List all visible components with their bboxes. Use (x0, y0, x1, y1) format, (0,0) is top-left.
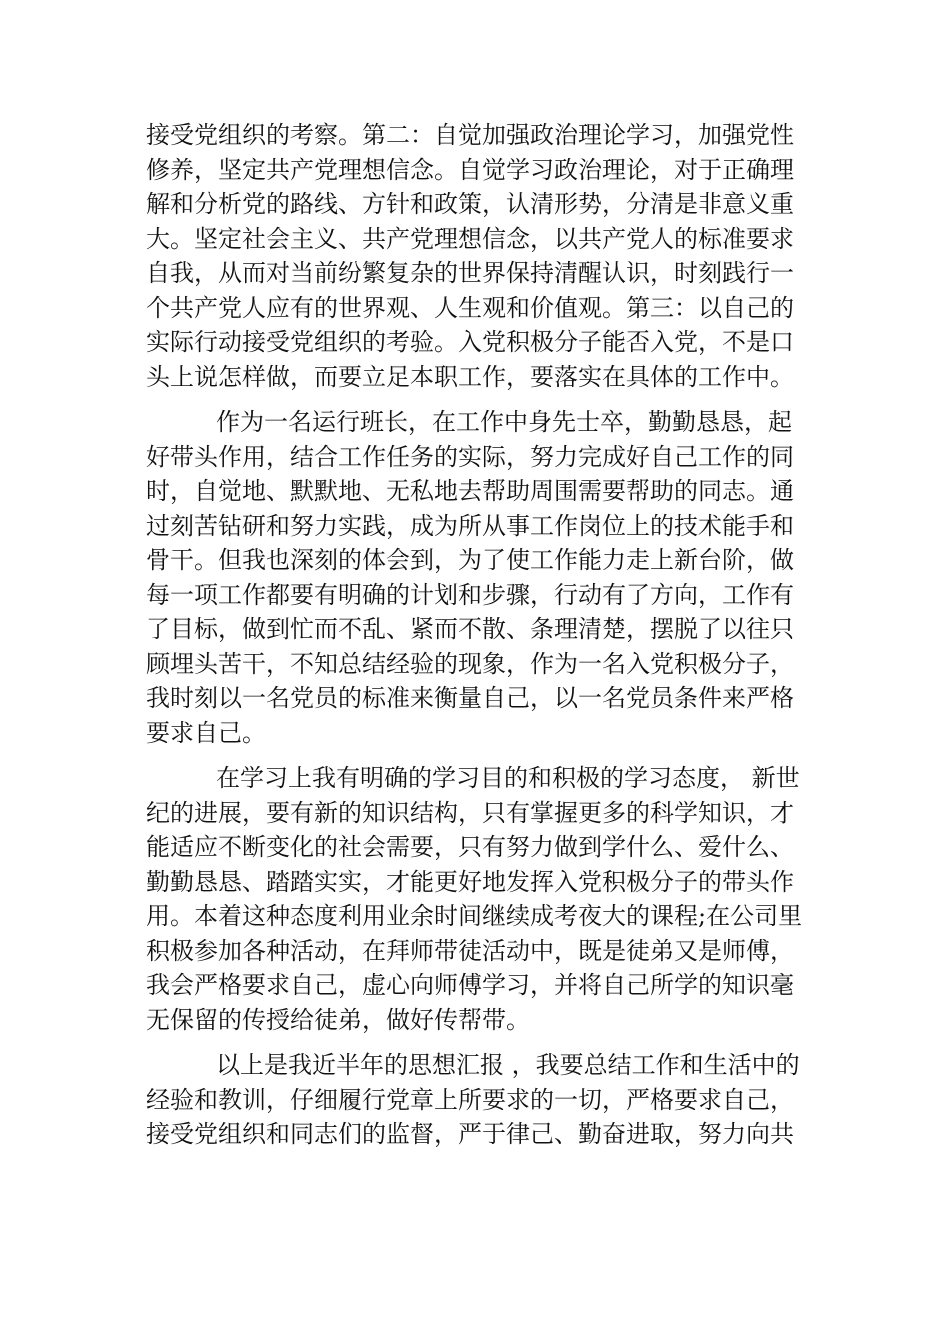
paragraph-2 (146, 405, 802, 750)
text-line: 解和分析党的路线、方针和政策，认清形势，分清是非意义重 (146, 190, 794, 218)
text-line: 勤勤恳恳、踏踏实实，才能更好地发挥入党积极分子的带头作 (146, 867, 794, 896)
text-line: 接受党组织和同志们的监督，严于律己、勤奋进取，努力向共 (146, 1120, 794, 1148)
text-line: 我会严格要求自己，虚心向师傅学习，并将自己所学的知识毫 (146, 971, 794, 999)
paragraph-4 (146, 1048, 802, 1152)
text-line: 我时刻以一名党员的标准来衡量自己，以一名党员条件来严格 (146, 684, 794, 712)
text-line: 在学习上我有明确的学习目的和积极的学习态度， 新世 (216, 764, 800, 792)
text-line: 大。坚定社会主义、共产党理想信念，以共产党人的标准要求 (146, 224, 794, 253)
text-line: 骨干。但我也深刻的体会到，为了使工作能力走上新台阶，做 (146, 546, 794, 574)
text-line: 积极参加各种活动，在拜师带徒活动中，既是徒弟又是师傅， (146, 936, 794, 965)
text-line: 过刻苦钻研和努力实践，成为所从事工作岗位上的技术能手和 (146, 511, 794, 540)
text-line: 时，自觉地、默默地、无私地去帮助周围需要帮助的同志。通 (146, 477, 794, 505)
text-line: 作为一名运行班长，在工作中身先士卒，勤勤恳恳，起 (216, 408, 792, 436)
text-line: 能适应不断变化的社会需要，只有努力做到学什么、爱什么、 (146, 833, 794, 861)
paragraph-gap (146, 394, 802, 405)
document-page (146, 118, 802, 1152)
text-line: 经验和教训，仔细履行党章上所要求的一切，严格要求自己， (146, 1085, 794, 1114)
text-line: 顾埋头苦干，不知总结经验的现象，作为一名入党积极分子， (146, 649, 794, 678)
text-line: 了目标，做到忙而不乱、紧而不散、条理清楚，摆脱了以往只 (146, 615, 794, 643)
text-line: 纪的进展，要有新的知识结构，只有掌握更多的科学知识，才 (146, 798, 794, 827)
paragraph-3 (146, 761, 802, 1037)
paragraph-1 (146, 118, 802, 394)
text-line: 实际行动接受党组织的考验。入党积极分子能否入党，不是口 (146, 328, 794, 356)
text-line: 每一项工作都要有明确的计划和步骤，行动有了方向，工作有 (146, 580, 794, 609)
text-line: 自我，从而对当前纷繁复杂的世界保持清醒认识，时刻践行一 (146, 259, 794, 287)
text-line: 要求自己。 (146, 718, 266, 747)
text-line: 头上说怎样做，而要立足本职工作，要落实在具体的工作中。 (146, 362, 794, 391)
text-line: 个共产党人应有的世界观、人生观和价值观。第三：以自己的 (146, 293, 794, 322)
text-line: 用。本着这种态度利用业余时间继续成考夜大的课程;在公司里 (146, 902, 803, 930)
text-line: 修养，坚定共产党理想信念。自觉学习政治理论，对于正确理 (146, 155, 794, 184)
text-line: 无保留的传授给徒弟，做好传帮带。 (146, 1005, 530, 1034)
text-line: 好带头作用，结合工作任务的实际，努力完成好自己工作的同 (146, 442, 794, 471)
paragraph-gap (146, 1037, 802, 1048)
text-line: 以上是我近半年的思想汇报 ，我要总结工作和生活中的 (216, 1051, 800, 1079)
text-line: 接受党组织的考察。第二：自觉加强政治理论学习，加强党性 (146, 121, 794, 149)
paragraph-gap (146, 750, 802, 761)
